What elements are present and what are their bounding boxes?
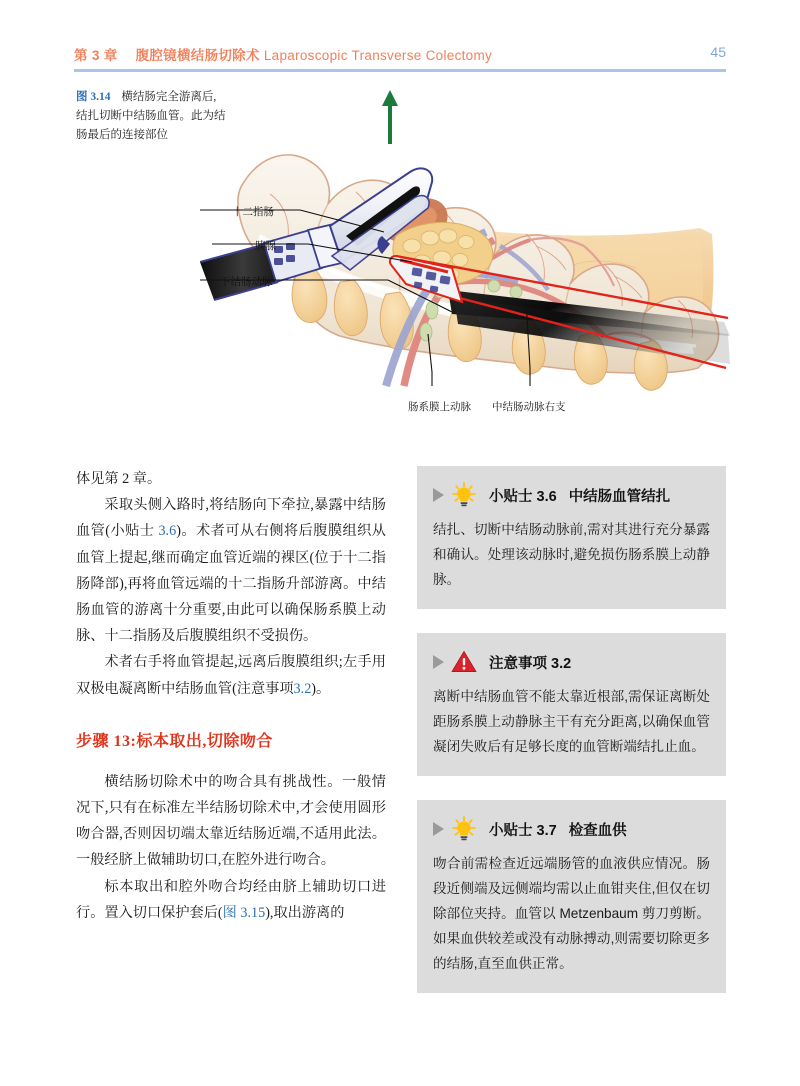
callout-tip-3-6 <box>417 466 726 609</box>
header-rule <box>74 69 726 72</box>
text-run: 横结肠切除术中的吻合具有挑战性。一般情况下,只有在标准左半结肠切除术中,才会使用圆形吻合器,否则因切端太靠近结肠近端,不适用此法。一般经脐上做辅助切口,在腔外进行吻合。 <box>76 773 386 869</box>
text-run: ),取出游离的 <box>265 904 345 921</box>
running-head <box>74 44 726 74</box>
figure-label-duodenum: 十二指肠 <box>232 207 274 218</box>
text-run: )。术者可从右侧将后腹膜组织从血管上提起,继而确定血管近端的裸区(位于十二指肠降部),再将血管远端的十二指肠升部游离。中结肠血管的游离十分重要,由此可以确保肠系膜上动脉、十二指肠及后腹膜组织不受损伤。 <box>76 523 386 645</box>
figure-number: 图 3.14 <box>76 91 111 103</box>
text-run: 术者右手将血管提起,远离后腹膜组织;左手用双极电凝离断中结肠血管(注意事项 <box>76 654 386 697</box>
figure-label-superior-mesenteric-artery: 肠系膜上动脉 <box>408 402 471 413</box>
running-head-title-cn: 腹腔镜横结肠切除术 <box>135 48 260 63</box>
callout-header <box>433 482 710 508</box>
callout-header <box>433 649 710 675</box>
paragraph-specimen-extraction <box>76 874 386 926</box>
triangle-pointer-icon <box>433 822 444 836</box>
paragraph-continuation <box>76 466 386 492</box>
figure-caption-text: 横结肠完全游离后,结扎切断中结肠血管。此为结肠最后的连接部位 <box>76 91 226 141</box>
callout-caution-3-2 <box>417 633 726 776</box>
callout-tip-3-7 <box>417 800 726 993</box>
callout-label: 小贴士 3.7 <box>489 822 557 839</box>
text-run: 标本取出和腔外吻合均经由脐上辅助切口进行。置入切口保护套后( <box>76 878 386 921</box>
section-heading-step-13: 步骤 13:标本取出,切除吻合 <box>76 732 273 750</box>
figure-label-middle-colic-artery-right-branch: 中结肠动脉右支 <box>492 402 566 413</box>
callout-title <box>489 652 571 673</box>
triangle-pointer-icon <box>433 488 444 502</box>
callout-label: 注意事项 3.2 <box>489 655 572 672</box>
triangle-pointer-icon <box>433 655 444 669</box>
paragraph-bipolar-division <box>76 649 386 701</box>
text-run: 体见第 2 章。 <box>76 471 162 487</box>
lightbulb-icon <box>451 816 477 842</box>
callout-body: 结扎、切断中结肠动脉前,需对其进行充分暴露和确认。处理该动脉时,避免损伤肠系膜上动静脉。 <box>433 522 710 587</box>
body-right-column <box>417 466 726 1017</box>
callout-header <box>433 816 710 842</box>
page-number: 45 <box>710 44 726 60</box>
warning-triangle-icon <box>451 649 477 675</box>
figure-label-pancreas: 胰腺 <box>255 241 276 252</box>
text-run: )。 <box>311 680 331 697</box>
text-run: 采取头侧入路时,将结肠向下牵拉,暴露中结肠血管(小贴士 <box>76 497 386 540</box>
running-head-title <box>74 44 492 64</box>
figure-label-inferior-colic-artery: 下结肠动脉 <box>220 277 273 288</box>
cross-reference[interactable]: 3.2 <box>293 680 312 697</box>
callout-subject: 检查血供 <box>568 822 627 839</box>
callout-subject: 中结肠血管结扎 <box>568 488 671 505</box>
anatomy-illustration-svg <box>200 86 730 431</box>
callout-body: 吻合前需检查近远端肠管的血液供应情况。肠段近侧端及远侧端均需以止血钳夹住,但仅在切除部位夹持。血管以 Metzenbaum 剪刀剪断。如果血供较差或没有动脉搏动,则需要切除更多的结肠,直至血供正常。 <box>433 856 710 971</box>
cross-reference[interactable]: 图 3.15 <box>222 904 266 921</box>
callout-title <box>489 485 670 506</box>
paragraph-anastomosis-challenge <box>76 769 386 874</box>
callout-label: 小贴士 3.6 <box>489 488 557 505</box>
figure-illustration <box>200 86 730 431</box>
running-head-title-en: Laparoscopic Transverse Colectomy <box>263 48 493 63</box>
callout-title <box>489 819 627 840</box>
callout-body: 离断中结肠血管不能太靠近根部,需保证离断处距肠系膜上动静脉主干有充分距离,以确保血管凝闭失败后有足够长度的血管断端结扎止血。 <box>433 689 710 754</box>
running-head-chapter: 第 3 章 <box>74 48 118 63</box>
body-left-column <box>76 466 386 926</box>
paragraph-cranial-approach <box>76 492 386 649</box>
cross-reference[interactable]: 3.6 <box>158 523 177 540</box>
lightbulb-icon <box>451 482 477 508</box>
traction-arrow-icon <box>382 90 398 144</box>
